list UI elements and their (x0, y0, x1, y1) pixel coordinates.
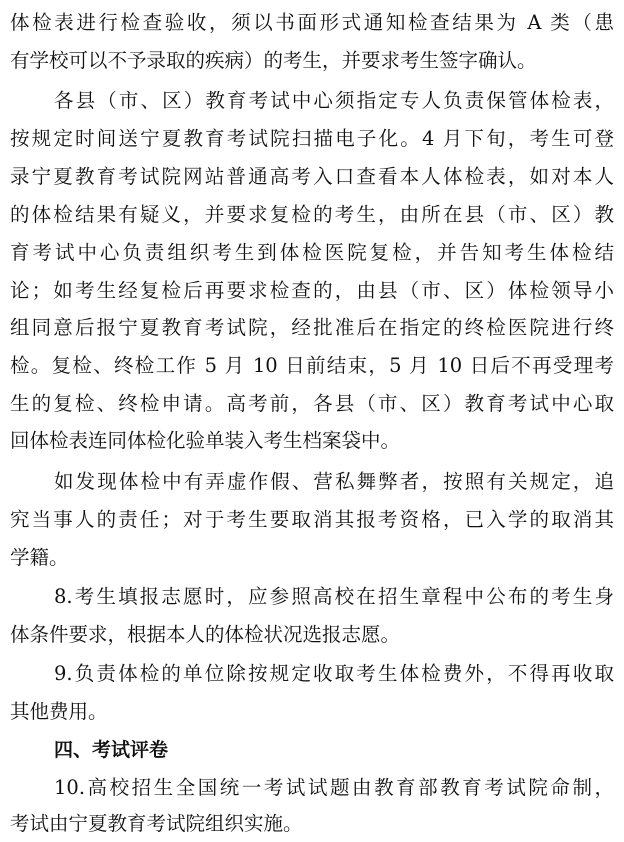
text-line: 体条件要求，根据本人的体检状况选报志愿。 (10, 623, 401, 646)
text-line: 论；如考生经复检后再要求检查的，由县（市、区）体检领导小 (10, 279, 614, 302)
paragraph-start-line: 各县（市、区）教育考试中心须指定专人负责保管体检表， (54, 89, 614, 112)
text-line: 组同意后报宁夏教育考试院，经批准后在指定的终检医院进行终 (10, 316, 614, 339)
section-heading: 四、考试评卷 (54, 739, 169, 761)
text-line: 检。复检、终检工作 5 月 10 日前结束，5 月 10 日后不再受理考 (10, 354, 614, 377)
text-line: 育考试中心负责组织考生到体检医院复检，并告知考生体检结 (10, 241, 614, 264)
paragraph-start-line: 8.考生填报志愿时，应参照高校在招生章程中公布的考生身 (54, 585, 614, 608)
paragraph-start-line: 如发现体检中有弄虚作假、营私舞弊者，按照有关规定，追 (54, 470, 614, 493)
paragraph-start-line: 10.高校招生全国统一考试试题由教育部教育考试院命制， (54, 776, 614, 799)
text-line: 录宁夏教育考试院网站普通高考入口查看本人体检表，如对本人 (10, 165, 614, 188)
paragraph-start-line: 9.负责体检的单位除按规定收取考生体检费外，不得再收取 (54, 662, 614, 685)
text-line: 有学校可以不予录取的疾病）的考生，并要求考生签字确认。 (10, 49, 537, 72)
text-line: 其他费用。 (10, 700, 108, 723)
text-line: 学籍。 (10, 546, 69, 569)
text-line: 考试由宁夏教育考试院组织实施。 (10, 812, 303, 835)
text-line: 生的复检、终检申请。高考前，各县（市、区）教育考试中心取 (10, 392, 614, 415)
text-line: 的体检结果有疑义，并要求复检的考生，由所在县（市、区）教 (10, 203, 614, 226)
text-line: 究当事人的责任；对于考生要取消其报考资格，已入学的取消其 (10, 508, 614, 531)
text-line: 按规定时间送宁夏教育考试院扫描电子化。4 月下旬，考生可登 (10, 127, 614, 150)
text-line: 回体检表连同体检化验单装入考生档案袋中。 (10, 429, 401, 452)
text-line: 体检表进行检查验收，须以书面形式通知检查结果为 A 类（患 (10, 11, 614, 34)
